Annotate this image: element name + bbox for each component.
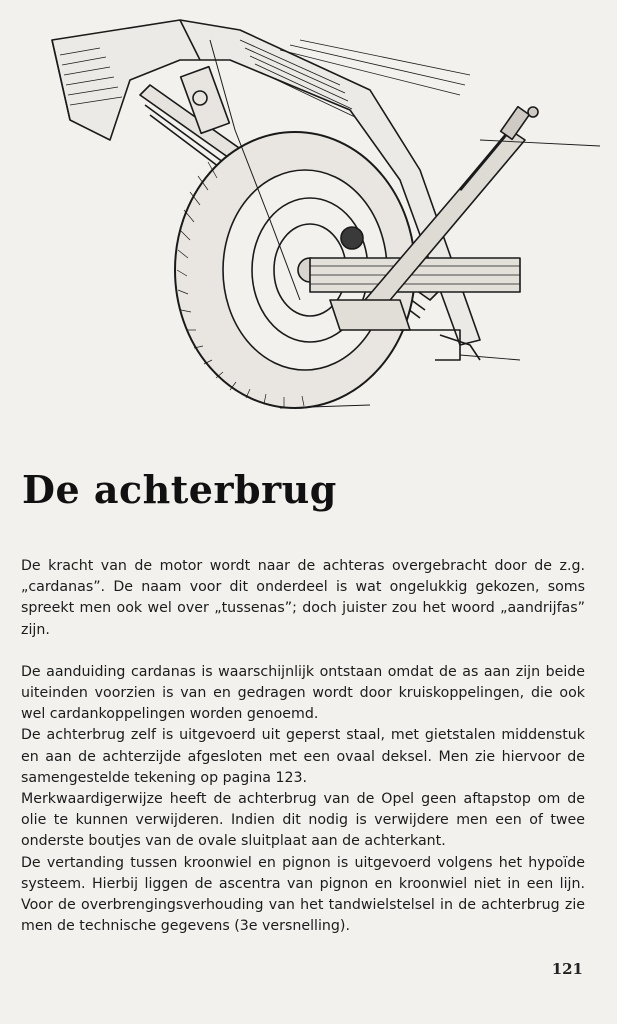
paragraph-3: De achterbrug zelf is uitgevoerd uit geperst staal, met gietstalen middenstuk en aan de achterzijde afgesloten met een ovaal deksel. Men zie hiervoor de samengestelde tekening op pagina 123. — [21, 727, 585, 786]
page-title: De achterbrug — [22, 467, 337, 512]
page-number: 121 — [551, 960, 583, 978]
rear-axle-illustration — [40, 0, 610, 420]
paragraph-4: Merkwaardigerwijze heeft de achterbrug van de Opel geen aftapstop om de olie te kunnen verwijderen. Indien dit nodig is verwijdere men een of twee onderste boutjes van de ovale sluitplaat aan de achterkant. — [21, 791, 585, 850]
body-text — [21, 556, 585, 937]
paragraph-5: De vertanding tussen kroonwiel en pignon is uitgevoerd volgens het hypoïde systeem. Hierbij liggen de ascentra van pignon en kroonwiel niet in een lijn. Voor de overbrengingsverhouding van het tandwielstelsel in de achterbrug zie men de technische gegevens (3e versnelling). — [21, 854, 585, 935]
paragraph-1: De kracht van de motor wordt naar de achteras overgebracht door de z.g. „cardanas”. De naam voor dit onderdeel is wat ongelukkig gekozen, soms spreekt men ook wel over „tussenas”; doch juister zou het woord „aandrijfas” zijn. — [21, 558, 585, 638]
paragraph-2: De aanduiding cardanas is waarschijnlijk ontstaan omdat de as aan zijn beide uiteinden voorzien is van en gedragen wordt door kruiskoppelingen, die ook wel cardankoppelingen worden genoemd. — [21, 663, 585, 723]
